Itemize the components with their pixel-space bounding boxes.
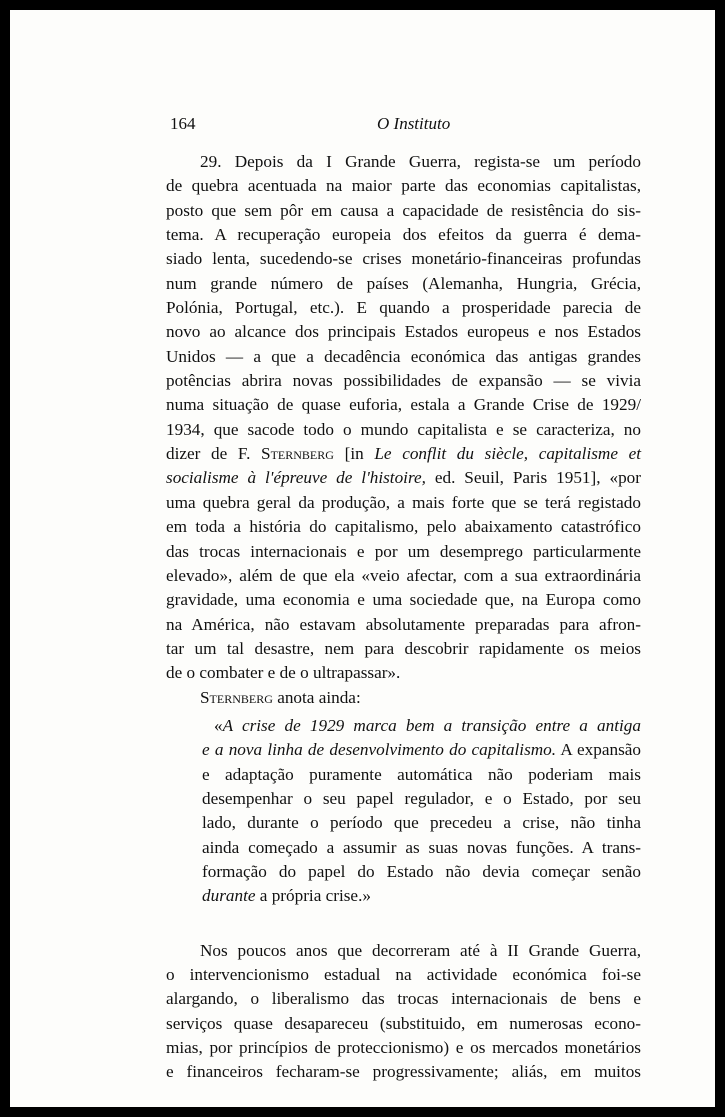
text-fragment: dizer de F. — [166, 444, 262, 464]
text-line: siado lenta, sucedendo-se crises monetário-financeiras profundas — [166, 249, 641, 269]
running-title: O Instituto — [377, 114, 451, 133]
paragraph-29 — [166, 150, 641, 686]
text-line: tar um tal desastre, nem para descobrir rapidamente os meios — [166, 638, 641, 658]
quote-line — [202, 738, 641, 762]
quote-italic: e a nova linha de desenvolvimento do capitalismo. — [202, 740, 557, 760]
text-line — [166, 466, 641, 490]
text-line: na América, não estavam absolutamente preparadas para afron- — [166, 614, 641, 634]
text-line: das trocas internacionais e por um desemprego particularmente — [166, 541, 641, 561]
text-line: posto que sem pôr em causa a capacidade de resistência do sis- — [166, 200, 641, 220]
author-name: Sternberg — [200, 687, 273, 707]
text-line: numa situação de quase euforia, estala a Grande Crise de 1929/ — [166, 395, 641, 415]
page-header — [170, 114, 670, 138]
book-title: socialisme à l'épreuve de l'histoire, — [166, 468, 426, 488]
quote-italic: A crise de 1929 marca bem a transição entre a antiga — [222, 715, 641, 735]
text-line: novo ao alcance dos principais Estados europeus e nos Estados — [166, 322, 641, 342]
quote-line: formação do papel do Estado não devia começar senão — [202, 861, 641, 881]
text-line: 1934, que sacode todo o mundo capitalista e se caracteriza, no — [166, 419, 641, 439]
text-line: de o combater e de o ultrapassar». — [166, 663, 401, 683]
text-line: mias, por princípios de proteccionismo) e os mercados monetários — [166, 1038, 641, 1058]
quote-italic: durante — [202, 886, 256, 906]
text-line: alargando, o liberalismo das trocas internacionais de bens e — [166, 989, 641, 1009]
text-fragment: [in — [333, 444, 375, 464]
text-line: Unidos — a que a decadência económica das antigas grandes — [166, 346, 641, 366]
text-line — [166, 442, 641, 466]
text-line: num grande número de países (Alemanha, Hungria, Grécia, — [166, 273, 641, 293]
text-line: tema. A recuperação europeia dos efeitos da guerra é dema- — [166, 225, 641, 245]
quote-mark: « — [214, 715, 223, 735]
quote-line: lado, durante o período que precedeu a crise, não tinha — [202, 813, 641, 833]
quote-line: desempenhar o seu papel regulador, e o Estado, por seu — [202, 788, 641, 808]
text-line: potências abrira novas possibilidades de expansão — se vivia — [166, 371, 641, 391]
text-line: serviços quase desapareceu (substituido, em numerosas econo- — [166, 1013, 641, 1033]
block-quote — [202, 714, 641, 909]
quote-line — [202, 884, 641, 908]
quote-line — [202, 714, 641, 738]
body-text — [166, 150, 641, 1085]
quote-line: ainda começado a assumir as suas novas funções. A trans- — [202, 837, 641, 857]
paragraph-sternberg — [166, 686, 641, 710]
paragraph-intervencionismo — [166, 939, 641, 1085]
author-name: Sternberg — [261, 444, 334, 464]
text-line: gravidade, uma economia e uma sociedade que, na Europa como — [166, 590, 641, 610]
text-line: 29. Depois da I Grande Guerra, regista-se um período — [200, 152, 641, 171]
text-fragment: A expansão — [556, 740, 641, 760]
text-fragment: a própria crise.» — [255, 886, 371, 906]
text-line: o intervencionismo estadual na actividade económica foi-se — [166, 965, 641, 984]
book-title: Le conflit du siècle, capitalisme et — [374, 444, 642, 464]
text-line: uma quebra geral da produção, a mais forte que se terá registado — [166, 492, 641, 512]
text-line: Polónia, Portugal, etc.). E quando a prosperidade parecia de — [166, 298, 641, 318]
text-line: de quebra acentuada na maior parte das economias capitalistas, — [166, 176, 641, 196]
page-number: 164 — [170, 114, 196, 133]
paragraph-gap — [166, 909, 641, 939]
quote-line: e adaptação puramente automática não poderiam mais — [202, 764, 641, 784]
text-line: Nos poucos anos que decorreram até à II Grande Guerra, — [200, 940, 641, 960]
text-line: em toda a história do capitalismo, pelo abaixamento catastrófico — [166, 517, 641, 537]
text-line: elevado», além de que ela «veio afectar, com a sua extraordinária — [166, 565, 641, 585]
text-fragment: anota ainda: — [272, 687, 361, 707]
text-fragment: ed. Seuil, Paris 1951], «por — [425, 468, 641, 488]
text-line: e financeiros fecharam-se progressivamente; aliás, em muitos — [166, 1062, 641, 1082]
